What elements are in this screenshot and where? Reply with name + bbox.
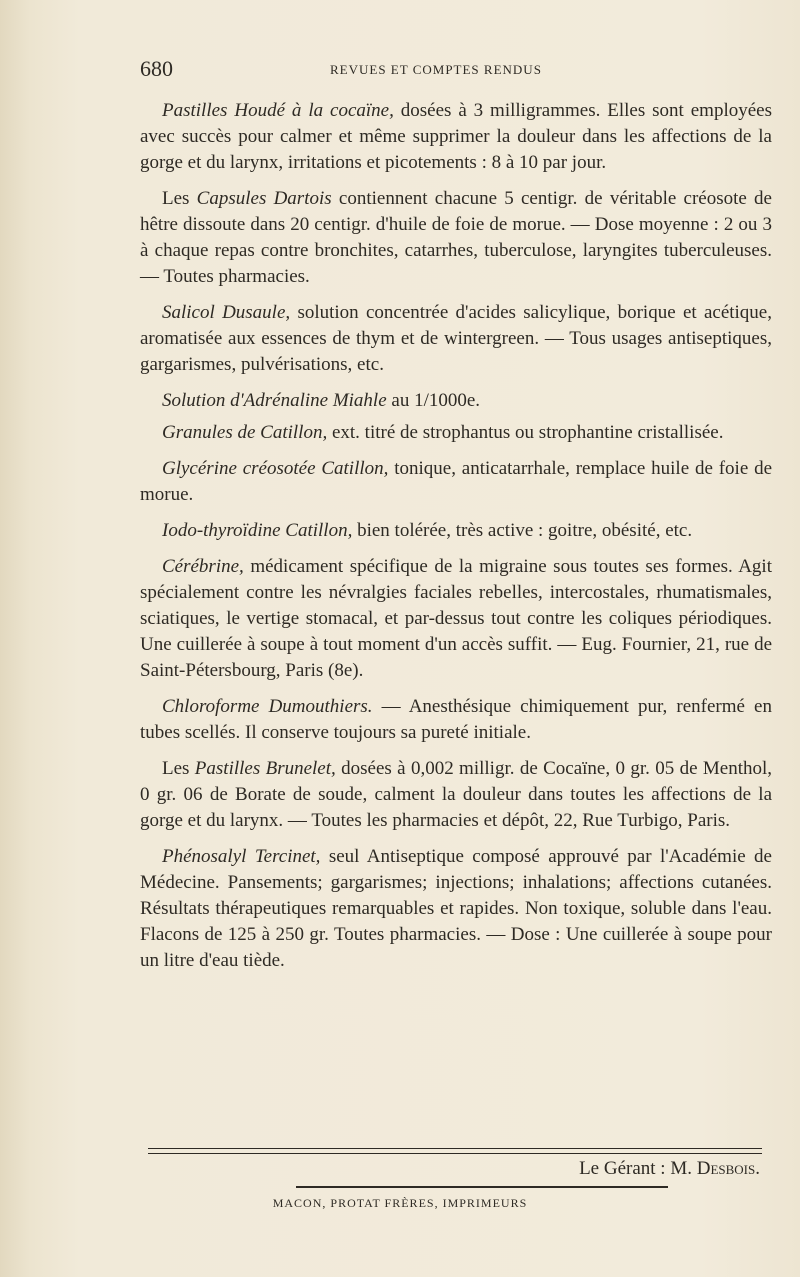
entry-name: Pastilles Brunelet, [194,758,336,779]
entry-iodo [140,518,772,544]
page-number: 680 [140,56,173,81]
entry-adrenaline [140,388,772,414]
entry-text: — Anesthésique chimiquement pur, renfermé en tubes scellés. Il conserve toujours sa pureté initiale. [140,696,772,743]
entry-houde [140,98,772,176]
entry-text: solution concentrée d'acides salicylique, borique et acétique, aromatisée aux essences de thym et de wintergreen. — Tous usages antiseptiques, gargarismes, pulvérisations, etc. [140,302,772,375]
entry-salicol [140,300,772,378]
entry-lead: Les [162,188,197,209]
entry-text: dosées à 3 milligrammes. Elles sont employées avec succès pour calmer et même supprimer la douleur dans les affections de la gorge et du larynx, irritations et picotements : 8 à 10 par jour. [140,100,772,173]
entry-chloroforme [140,694,772,746]
entry-dartois [140,186,772,290]
entry-text: seul Antiseptique composé approuvé par l'Académie de Médecine. Pansements; gargarismes; injections; inhalations; affections cutanées. Résultats thérapeutiques remarquables et rapides. Non toxique, soluble dans l'eau. Flacons de 125 à 250 gr. Toutes pharmacies. — Dose : Une cuillerée à soupe pour un litre d'eau tiède. [140,846,772,971]
running-head: REVUES ET COMPTES RENDUS [330,62,542,77]
entry-text: au 1/1000e. [386,390,481,411]
entry-text: tonique, anticatarrhale, remplace huile de foie de morue. [140,458,772,505]
entry-name: Granules de Catillon, [162,422,328,443]
entry-name: Iodo-thyroïdine Catillon, [162,520,353,541]
entry-name: Pastilles Houdé à la cocaïne, [162,100,394,121]
entry-name: Capsules Dartois [196,188,332,209]
entry-name: Solution d'Adrénaline Miahle [162,390,387,411]
double-rule-divider [148,1148,762,1154]
signature [579,1158,760,1180]
entry-name: Salicol Dusaule, [162,302,291,323]
signature-name: Desbois. [696,1158,760,1179]
printer-imprint: MACON, PROTAT FRÈRES, IMPRIMEURS [272,1196,528,1210]
entry-text: ext. titré de strophantus ou strophantine cristallisée. [327,422,724,443]
article-body [140,98,772,984]
entry-name: Glycérine créosotée Catillon, [162,458,389,479]
entry-text: contiennent chacune 5 centigr. de véritable créosote de hêtre dissoute dans 20 centigr. d'huile de foie de morue. — Dose moyenne : 2 ou 3 à chaque repas contre bronchites, catarrhes, tuberculose, laryngites tuberculeuses. — Toutes pharmacies. [140,188,772,287]
signature-label: Le Gérant : M. [579,1158,697,1179]
page-header [140,56,780,86]
entry-lead: Les [162,758,195,779]
entry-text: bien tolérée, très active : goitre, obésité, etc. [352,520,693,541]
entry-name: Phénosalyl Tercinet, [162,846,321,867]
entry-cerebrine [140,554,772,684]
entry-name: Cérébrine, [162,556,244,577]
entry-text: dosées à 0,002 milligr. de Cocaïne, 0 gr. 05 de Menthol, 0 gr. 06 de Borate de soude, calment la douleur dans toutes les affections de la gorge et du larynx. — Toutes les pharmacies et dépôt, 22, Rue Turbigo, Paris. [140,758,772,831]
entry-brunelet [140,756,772,834]
entry-glycerine [140,456,772,508]
entry-text: médicament spécifique de la migraine sous toutes ses formes. Agit spécialement contre les névralgies faciales rebelles, intercostales, rhumatismales, sciatiques, le vertige stomacal, et par-dessus tout contre les coliques périodiques. Une cuillerée à soupe à tout moment d'un accès suffit. — Eug. Fournier, 21, rue de Saint-Pétersbourg, Paris (8e). [140,556,772,681]
entry-phenosalyl [140,844,772,974]
rule-divider [296,1186,668,1188]
entry-granules [140,420,772,446]
entry-name: Chloroforme Dumouthiers. [162,696,373,717]
